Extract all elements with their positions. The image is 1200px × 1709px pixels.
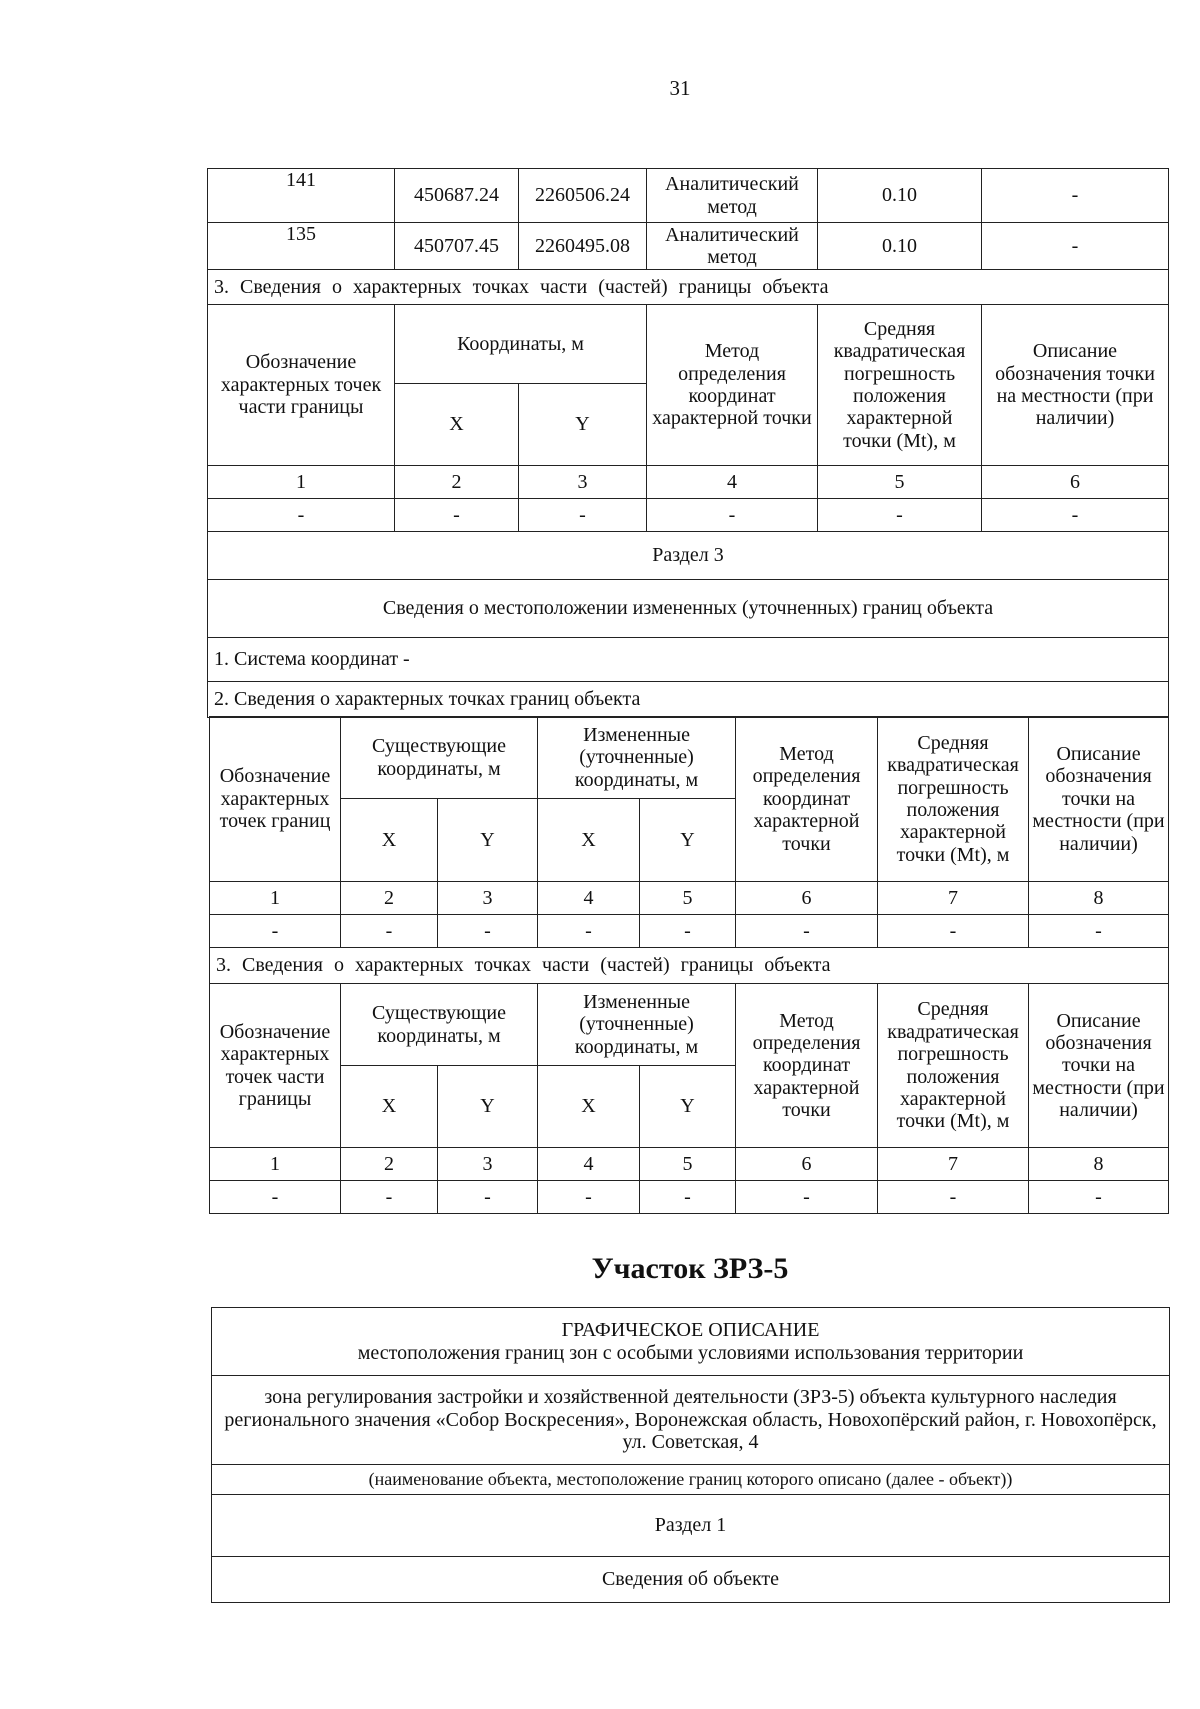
razdel-label: Раздел 1 xyxy=(212,1495,1170,1557)
empty-cell: - xyxy=(538,915,640,948)
col-number: 4 xyxy=(538,882,640,915)
header-designation: Обозначение характерных точек границ xyxy=(210,717,341,882)
empty-cell: - xyxy=(210,1181,341,1214)
empty-cell: - xyxy=(210,915,341,948)
col-number: 6 xyxy=(736,1148,878,1181)
col-number: 2 xyxy=(395,466,519,499)
table-row xyxy=(208,499,1169,532)
razdel-title: Сведения о местоположении измененных (уточненных) границ объекта xyxy=(208,580,1169,638)
header-description: Описание обозначения точки на местности (при наличии) xyxy=(1029,984,1169,1148)
subheading: местоположения границ зон с особыми условиями использования территории xyxy=(357,1341,1024,1364)
empty-cell: - xyxy=(341,915,438,948)
header-designation: Обозначение характерных точек части границы xyxy=(208,305,395,466)
header-description: Описание обозначения точки на местности (при наличии) xyxy=(982,305,1169,466)
header-coordinates: Координаты, м xyxy=(395,305,647,384)
accuracy-value: 0.10 xyxy=(818,169,982,223)
header-accuracy: Средняя квадратическая погрешность положения характерной точки (Mt), м xyxy=(878,717,1029,882)
col-number: 1 xyxy=(210,1148,341,1181)
section-title: 3. Сведения о характерных точках части (частей) границы объекта xyxy=(208,270,1169,305)
x-value: 450687.24 xyxy=(395,169,519,223)
point-id: 141 xyxy=(208,169,395,223)
header-existing: Существующие координаты, м xyxy=(341,717,538,799)
column-numbers-row xyxy=(210,1148,1169,1181)
method-value: Аналитический метод xyxy=(647,223,818,270)
empty-cell: - xyxy=(1029,1181,1169,1214)
empty-cell: - xyxy=(982,499,1169,532)
table-row xyxy=(210,1181,1169,1214)
coord-system: 1. Система координат - xyxy=(208,638,1169,682)
header-accuracy: Средняя квадратическая погрешность положения характерной точки (Mt), м xyxy=(878,984,1029,1148)
header-x: X xyxy=(395,384,519,466)
col-number: 6 xyxy=(982,466,1169,499)
section-title: 2. Сведения о характерных точках границ объекта xyxy=(208,682,1169,718)
empty-cell: - xyxy=(341,1181,438,1214)
empty-cell: - xyxy=(519,499,647,532)
description-value: - xyxy=(982,223,1169,270)
empty-cell: - xyxy=(538,1181,640,1214)
graphic-description-table xyxy=(211,1307,1170,1603)
header-changed: Измененные (уточненные) координаты, м xyxy=(538,717,736,799)
y-value: 2260506.24 xyxy=(519,169,647,223)
col-number: 3 xyxy=(519,466,647,499)
header-designation: Обозначение характерных точек части границы xyxy=(210,984,341,1148)
page-number: 31 xyxy=(669,76,691,100)
col-number: 8 xyxy=(1029,882,1169,915)
col-number: 5 xyxy=(640,882,736,915)
header-method: Метод определения координат характерной точки xyxy=(736,984,878,1148)
col-number: 1 xyxy=(208,466,395,499)
empty-cell: - xyxy=(438,1181,538,1214)
col-number: 5 xyxy=(640,1148,736,1181)
col-number: 4 xyxy=(538,1148,640,1181)
empty-cell: - xyxy=(878,1181,1029,1214)
col-number: 6 xyxy=(736,882,878,915)
empty-cell: - xyxy=(640,915,736,948)
heading: ГРАФИЧЕСКОЕ ОПИСАНИЕ xyxy=(561,1319,820,1342)
empty-cell: - xyxy=(818,499,982,532)
points-table-8col xyxy=(209,716,1169,1214)
empty-cell: - xyxy=(736,915,878,948)
header-x: X xyxy=(341,1066,438,1148)
header-y: Y xyxy=(640,799,736,882)
razdel-title: Сведения об объекте xyxy=(212,1557,1170,1603)
empty-cell: - xyxy=(736,1181,878,1214)
zone-title: Участок ЗРЗ-5 xyxy=(591,1252,789,1285)
col-number: 2 xyxy=(341,882,438,915)
col-number: 7 xyxy=(878,882,1029,915)
col-number: 7 xyxy=(878,1148,1029,1181)
col-number: 4 xyxy=(647,466,818,499)
header-existing: Существующие координаты, м xyxy=(341,984,538,1066)
empty-cell: - xyxy=(1029,915,1169,948)
empty-cell: - xyxy=(878,915,1029,948)
col-number: 1 xyxy=(210,882,341,915)
header-y: Y xyxy=(519,384,647,466)
header-method: Метод определения координат характерной точки xyxy=(647,305,818,466)
header-description: Описание обозначения точки на местности (при наличии) xyxy=(1029,717,1169,882)
empty-cell: - xyxy=(438,915,538,948)
col-number: 3 xyxy=(438,882,538,915)
col-number: 2 xyxy=(341,1148,438,1181)
accuracy-value: 0.10 xyxy=(818,223,982,270)
empty-cell: - xyxy=(395,499,519,532)
column-numbers-row xyxy=(208,466,1169,499)
section-title: 3. Сведения о характерных точках части (частей) границы объекта xyxy=(210,948,1169,984)
y-value: 2260495.08 xyxy=(519,223,647,270)
description-value: - xyxy=(982,169,1169,223)
x-value: 450707.45 xyxy=(395,223,519,270)
header-x: X xyxy=(341,799,438,882)
object-name: зона регулирования застройки и хозяйственной деятельности (ЗРЗ-5) объекта культурного наследия регионального значения «Собор Воскресения», Воронежская область, Новохопёрский район, г. Новохопёрск, ул. Советская, 4 xyxy=(212,1376,1170,1465)
empty-cell: - xyxy=(640,1181,736,1214)
header-y: Y xyxy=(438,799,538,882)
table-row xyxy=(210,915,1169,948)
empty-cell: - xyxy=(647,499,818,532)
method-value: Аналитический метод xyxy=(647,169,818,223)
header-y: Y xyxy=(438,1066,538,1148)
column-numbers-row xyxy=(210,882,1169,915)
header-accuracy: Средняя квадратическая погрешность положения характерной точки (Mt), м xyxy=(818,305,982,466)
point-id: 135 xyxy=(208,223,395,270)
header-changed: Измененные (уточненные) координаты, м xyxy=(538,984,736,1066)
razdel-label: Раздел 3 xyxy=(208,532,1169,580)
header-method: Метод определения координат характерной точки xyxy=(736,717,878,882)
object-caption: (наименование объекта, местоположение границ которого описано (далее - объект)) xyxy=(212,1465,1170,1495)
col-number: 5 xyxy=(818,466,982,499)
points-table-6col xyxy=(207,168,1169,718)
header-x: X xyxy=(538,799,640,882)
header-x: X xyxy=(538,1066,640,1148)
table-row xyxy=(208,223,1169,270)
empty-cell: - xyxy=(208,499,395,532)
graphic-description-header xyxy=(212,1308,1170,1376)
header-y: Y xyxy=(640,1066,736,1148)
col-number: 3 xyxy=(438,1148,538,1181)
col-number: 8 xyxy=(1029,1148,1169,1181)
table-row xyxy=(208,169,1169,223)
